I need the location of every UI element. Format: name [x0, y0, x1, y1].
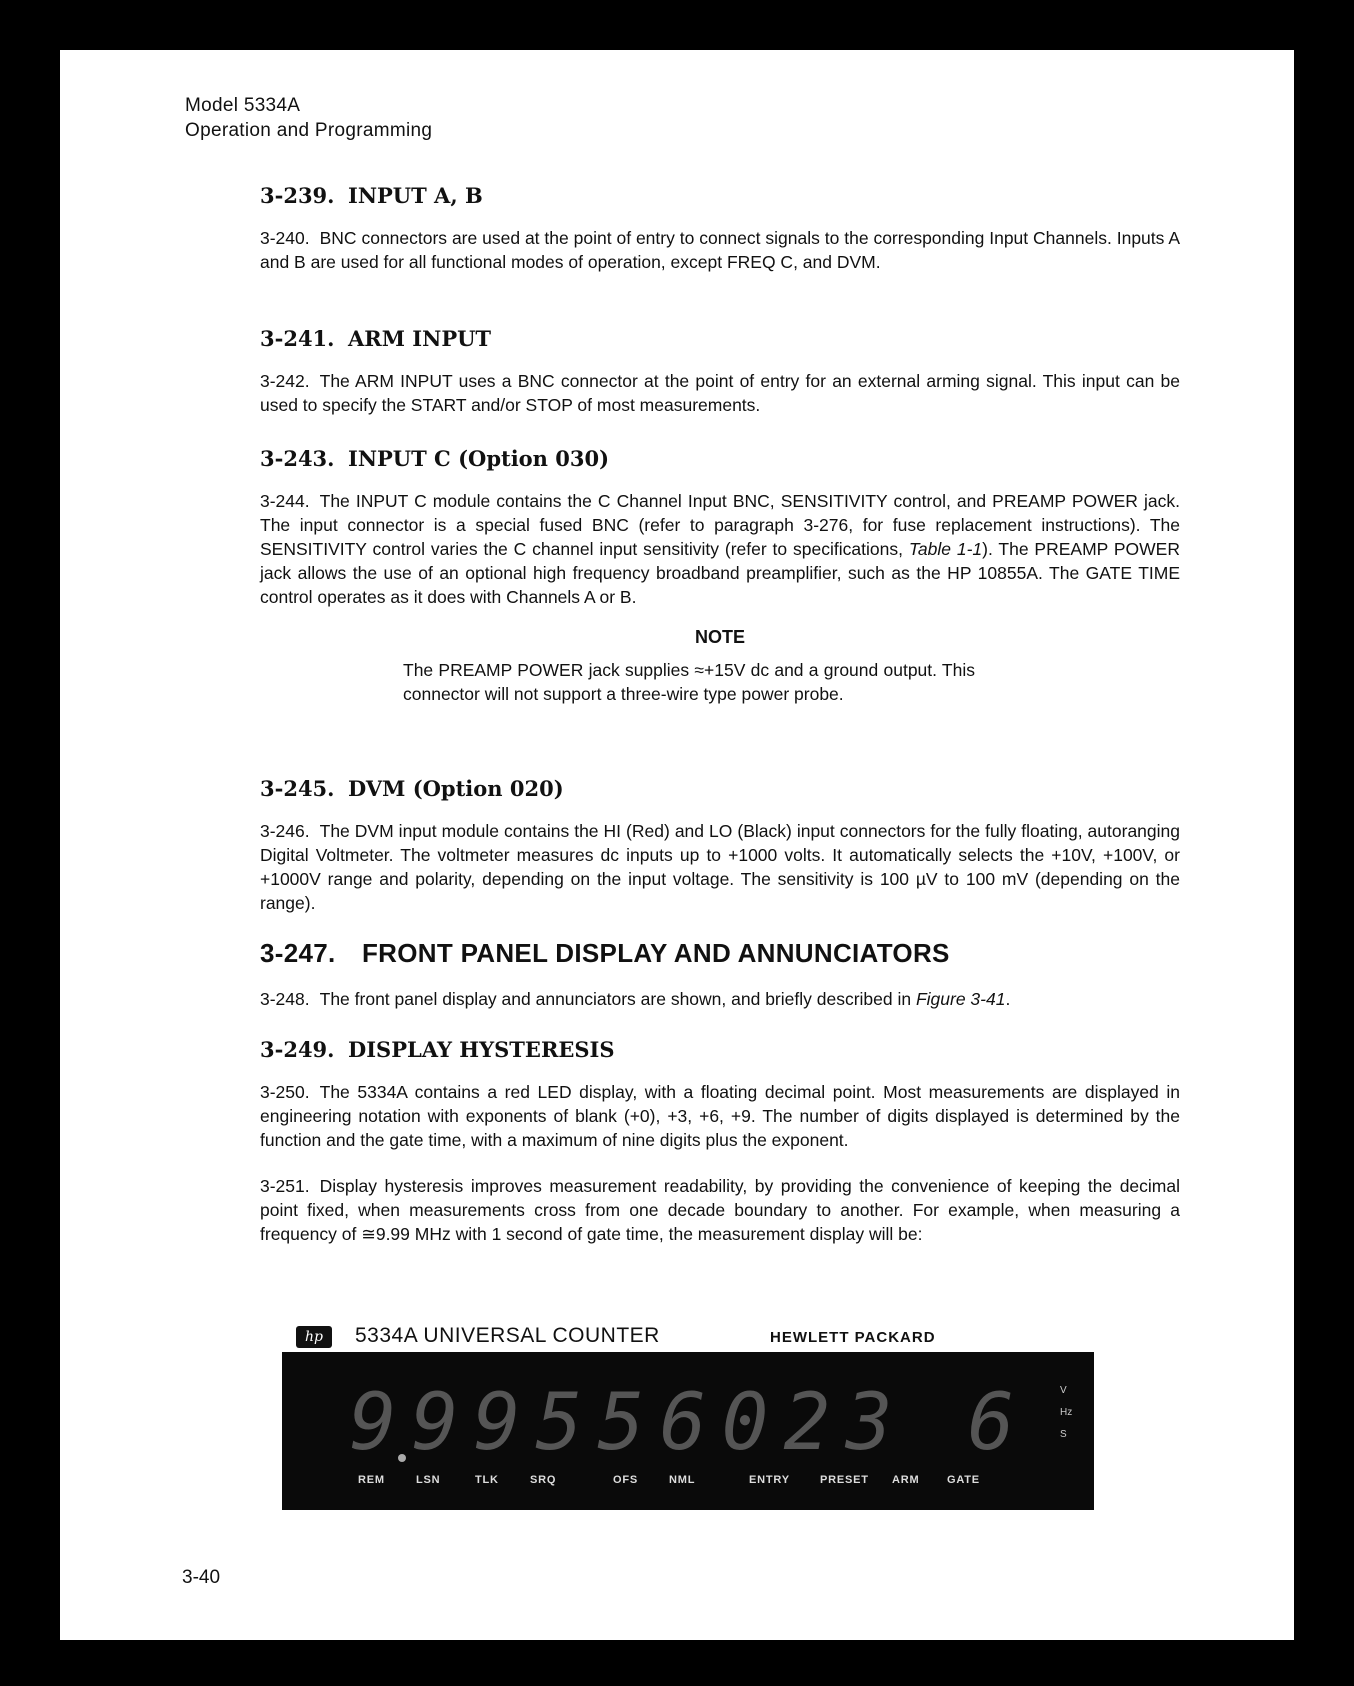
paragraph: 3-240. BNC connectors are used at the point of entry to connect signals to the corresponding Input Channels. Inputs A and B are used for all functional modes of operation, except FREQ C, and DVM.: [260, 228, 1180, 272]
annunciator: LSN: [416, 1474, 441, 1486]
section-heading: 3-245. DVM (Option 020): [260, 776, 564, 801]
manual-page: [60, 50, 1294, 1640]
paragraph: 3-246. The DVM input module contains the HI (Red) and LO (Black) input connectors for the fully floating, autoranging Digital Voltmeter. The voltmeter measures dc inputs up to +1000 volts. It automatically selects the +10V, +100V, or +1000V range and polarity, depending on the input voltage. The sensitivity is 100 µV to 100 mV (depending on the range).: [260, 821, 1180, 913]
counter-front-panel-illustration: [282, 1322, 1094, 1554]
annunciator: SRQ: [530, 1474, 557, 1486]
annunciator: NML: [669, 1474, 696, 1486]
led-digit: 5: [535, 1378, 583, 1468]
decimal-point-icon: [398, 1454, 406, 1462]
unit-label: Hz: [1060, 1407, 1073, 1418]
panel-maker-label: HEWLETT PACKARD: [770, 1329, 936, 1346]
paragraph: 3-251. Display hysteresis improves measurement readability, by providing the convenience of keeping the decimal point fixed, when measurements cross from one decade boundary to another. For example, when measuring a frequency of ≅9.99 MHz with 1 second of gate time, the measurement display will be:: [260, 1176, 1180, 1244]
unit-annunciators: [1060, 1380, 1090, 1446]
led-digit: 6: [659, 1378, 707, 1468]
annunciator: ENTRY: [749, 1474, 790, 1486]
section-heading: 3-239. INPUT A, B: [260, 183, 483, 208]
section-heading: 3-243. INPUT C (Option 030): [260, 446, 610, 471]
note-text: The PREAMP POWER jack supplies ≈+15V dc and a ground output. This connector will not support a three-wire type power probe.: [403, 660, 975, 704]
panel-model-label: 5334A UNIVERSAL COUNTER: [355, 1324, 660, 1347]
annunciator: GATE: [947, 1474, 980, 1486]
annunciator: ARM: [892, 1474, 920, 1486]
led-digit: 2: [783, 1378, 831, 1468]
section-display-hysteresis: [260, 1037, 1180, 1246]
panel-header: [282, 1322, 1094, 1352]
section-input-c: [260, 446, 1180, 706]
page-number: 3-40: [182, 1567, 221, 1588]
digit-row: [342, 1378, 1032, 1468]
section-heading: 3-241. ARM INPUT: [260, 326, 492, 351]
header-subtitle: Operation and Programming: [185, 120, 433, 141]
led-digit: 9: [349, 1378, 397, 1468]
section-dvm: [260, 776, 1180, 915]
section-arm-input: [260, 326, 1180, 417]
header-model: Model 5334A: [185, 95, 301, 116]
led-digit: 9: [473, 1378, 521, 1468]
page-header: [185, 93, 432, 143]
unit-label: V: [1060, 1385, 1067, 1396]
annunciator-row: [282, 1474, 1094, 1492]
hp-logo: hp: [296, 1326, 332, 1348]
led-digit: 9: [411, 1378, 459, 1468]
paragraph: 3-250. The 5334A contains a red LED display, with a floating decimal point. Most measurements are displayed in engineering notation with exponents of blank (+0), +3, +6, +9. The number of digits displayed is determined by the function and the gate time, with a maximum of nine digits plus the exponent.: [260, 1082, 1180, 1150]
note-heading: NOTE: [694, 627, 745, 647]
paragraph: 3-248. The front panel display and annunciators are shown, and briefly described in Figure 3-41.: [260, 989, 1011, 1009]
annunciator: REM: [358, 1474, 385, 1486]
led-digit: 0: [721, 1378, 769, 1468]
annunciator: PRESET: [820, 1474, 869, 1486]
led-display: [282, 1352, 1094, 1510]
annunciator: TLK: [475, 1474, 499, 1486]
led-digit: 3: [845, 1378, 893, 1468]
paragraph: 3-244. The INPUT C module contains the C Channel Input BNC, SENSITIVITY control, and PREAMP POWER jack. The input connector is a special fused BNC (refer to paragraph 3-276, for fuse replacement instructions). The SENSITIVITY control varies the C channel input sensitivity (refer to specifications, Table 1-1). The PREAMP POWER jack allows the use of an optional high frequency broadband preamplifier, such as the HP 10855A. The GATE TIME control operates as it does with Channels A or B.: [260, 491, 1180, 607]
section-input-a-b: [260, 183, 1180, 274]
annunciator: OFS: [613, 1474, 639, 1486]
unit-label: S: [1060, 1429, 1067, 1440]
led-digit: 5: [597, 1378, 645, 1468]
paragraph: 3-242. The ARM INPUT uses a BNC connector at the point of entry for an external arming signal. This input can be used to specify the START and/or STOP of most measurements.: [260, 371, 1180, 415]
major-heading: 3-247. FRONT PANEL DISPLAY AND ANNUNCIATORS: [260, 938, 950, 968]
section-heading: 3-249. DISPLAY HYSTERESIS: [260, 1037, 615, 1062]
section-front-panel: [260, 938, 1180, 1011]
led-digit-exponent: 6: [967, 1378, 1015, 1468]
